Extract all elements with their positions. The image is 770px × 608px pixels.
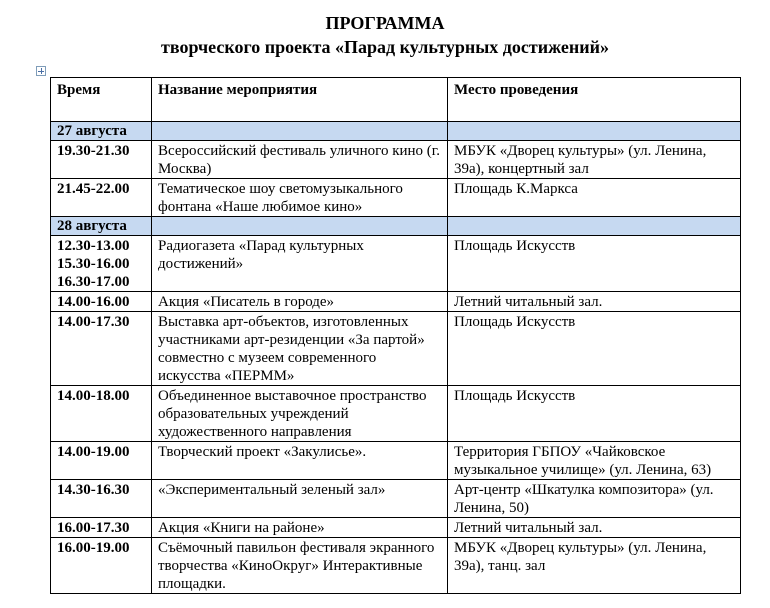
event-time: 15.30-16.00: [57, 256, 130, 272]
event-time: 16.00-17.30: [57, 520, 130, 536]
event-time: 16.30-17.00: [57, 274, 130, 290]
table-row: [51, 538, 741, 594]
event-venue: МБУК «Дворец культуры» (ул. Ленина, 39а), концертный зал: [448, 141, 741, 179]
table-row: [51, 141, 741, 179]
document-subtitle: творческого проекта «Парад культурных достижений»: [161, 37, 609, 57]
event-time-cell: [51, 518, 152, 538]
event-name: Акция «Писатель в городе»: [152, 292, 448, 312]
event-name: Акция «Книги на районе»: [152, 518, 448, 538]
header-venue: Место проведения: [448, 78, 741, 122]
event-venue: Площадь К.Маркса: [448, 179, 741, 217]
table-row: [51, 442, 741, 480]
event-venue: Площадь Искусств: [448, 312, 741, 386]
event-time: 12.30-13.00: [57, 238, 130, 254]
event-time: 16.00-19.00: [57, 540, 130, 556]
table-row: [51, 386, 741, 442]
event-name: Радиогазета «Парад культурных достижений»: [152, 236, 448, 292]
date-row-empty-cell: [152, 217, 448, 236]
event-time: 21.45-22.00: [57, 181, 130, 197]
header-time: Время: [51, 78, 152, 122]
event-name: Выставка арт-объектов, изготовленных участниками арт-резиденции «За партой» совместно с музеем современного искусства «ПЕРММ»: [152, 312, 448, 386]
event-time-cell: [51, 312, 152, 386]
event-time-cell: [51, 292, 152, 312]
event-venue: Площадь Искусств: [448, 386, 741, 442]
date-row-empty-cell: [152, 122, 448, 141]
header-event-name: Название мероприятия: [152, 78, 448, 122]
event-name: «Экспериментальный зеленый зал»: [152, 480, 448, 518]
table-row: [51, 236, 741, 292]
event-name: Тематическое шоу светомузыкального фонтана «Наше любимое кино»: [152, 179, 448, 217]
date-row-empty-cell: [448, 122, 741, 141]
event-venue: Летний читальный зал.: [448, 518, 741, 538]
program-table: [50, 77, 741, 594]
event-time-cell: [51, 538, 152, 594]
event-name: Объединенное выставочное пространство образовательных учреждений художественного направления: [152, 386, 448, 442]
event-time: 19.30-21.30: [57, 143, 130, 159]
table-header-row: [51, 78, 741, 122]
event-name: Всероссийский фестиваль уличного кино (г. Москва): [152, 141, 448, 179]
date-row-empty-cell: [448, 217, 741, 236]
event-time-cell: [51, 442, 152, 480]
event-venue: Территория ГБПОУ «Чайковское музыкальное училище» (ул. Ленина, 63): [448, 442, 741, 480]
table-row: [51, 292, 741, 312]
event-venue: Летний читальный зал.: [448, 292, 741, 312]
event-time-cell: [51, 236, 152, 292]
event-venue: МБУК «Дворец культуры» (ул. Ленина, 39а), танц. зал: [448, 538, 741, 594]
event-time: 14.00-19.00: [57, 444, 130, 460]
event-time: 14.00-16.00: [57, 294, 130, 310]
event-time: 14.00-18.00: [57, 388, 130, 404]
date-row: [51, 217, 741, 236]
event-time-cell: [51, 179, 152, 217]
event-time: 14.30-16.30: [57, 482, 130, 498]
event-venue: Арт-центр «Шкатулка композитора» (ул. Ленина, 50): [448, 480, 741, 518]
date-cell: 27 августа: [51, 122, 152, 141]
event-venue: Площадь Искусств: [448, 236, 741, 292]
event-name: Съёмочный павильон фестиваля экранного творчества «КиноОкруг» Интерактивные площадки.: [152, 538, 448, 594]
event-time-cell: [51, 141, 152, 179]
table-row: [51, 179, 741, 217]
event-time-cell: [51, 480, 152, 518]
table-row: [51, 518, 741, 538]
table-move-handle-icon[interactable]: [36, 66, 46, 76]
date-cell: 28 августа: [51, 217, 152, 236]
table-row: [51, 312, 741, 386]
date-row: [51, 122, 741, 141]
document-title: ПРОГРАММА: [325, 13, 445, 33]
table-row: [51, 480, 741, 518]
event-name: Творческий проект «Закулисье».: [152, 442, 448, 480]
event-time-cell: [51, 386, 152, 442]
event-time: 14.00-17.30: [57, 314, 130, 330]
